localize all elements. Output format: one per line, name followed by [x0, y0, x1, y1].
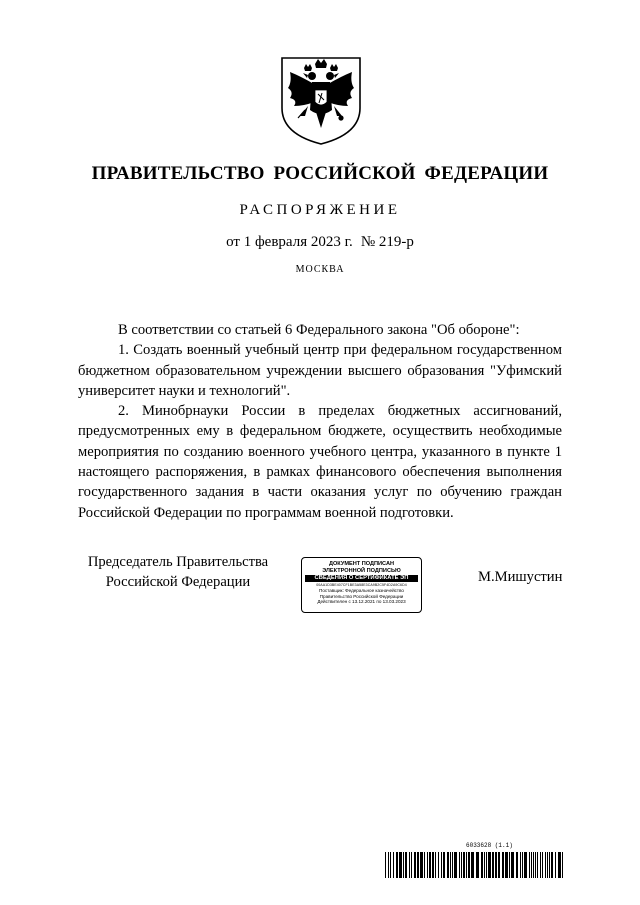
electronic-signature-stamp — [301, 557, 422, 613]
barcode-bar — [417, 852, 419, 878]
coat-of-arms-icon — [278, 54, 364, 146]
barcode-bar — [403, 852, 404, 878]
barcode-bar — [498, 852, 500, 878]
item-paragraph-1: 1. Создать военный учебный центр при федеральном государственном бюджетном образовательном учреждении высшего образования "Уфимский университет науки и технологий". — [78, 342, 562, 399]
barcode-bar — [385, 852, 386, 878]
barcode-bar — [535, 852, 536, 878]
barcode-bar — [461, 852, 462, 878]
date-number-line — [0, 234, 640, 251]
barcode-bar — [522, 852, 523, 878]
barcode-bar — [429, 852, 431, 878]
stamp-serial: 00AA1D3BE407CF1BE3A58E3CA9B2C5F4D2A9C6D4 — [316, 583, 407, 588]
stamp-validity: Действителен с 13.12.2021 по 13.03.2023 — [317, 599, 406, 604]
stamp-band: СВЕДЕНИЯ О СЕРТИФИКАТЕ ЭП — [305, 575, 418, 582]
stamp-line-2: ЭЛЕКТРОННОЙ ПОДПИСЬЮ — [322, 567, 401, 574]
barcode-bar — [447, 852, 449, 878]
barcode-bar — [516, 852, 518, 878]
barcode-bar — [452, 852, 453, 878]
barcode-bar — [420, 852, 423, 878]
barcode-bar — [481, 852, 483, 878]
barcode-bar — [545, 852, 546, 878]
barcode-bar — [443, 852, 445, 878]
barcode-bar — [502, 852, 504, 878]
barcode-bar — [409, 852, 410, 878]
barcode-bar — [488, 852, 491, 878]
barcode-bar — [454, 852, 457, 878]
barcode-bar — [562, 852, 563, 878]
barcode-bar — [505, 852, 508, 878]
page-title: ПРАВИТЕЛЬСТВО РОССИЙСКОЙ ФЕДЕРАЦИИ — [91, 163, 549, 184]
barcode-bar — [495, 852, 497, 878]
barcode-bar — [509, 852, 510, 878]
barcode-bar — [424, 852, 425, 878]
barcode-bar — [405, 852, 407, 878]
barcode-bar — [492, 852, 494, 878]
document-number: № 219-р — [360, 234, 414, 250]
barcode-bar — [476, 852, 479, 878]
barcode-bar — [435, 852, 436, 878]
barcode-bar — [529, 852, 530, 878]
barcode-bar — [468, 852, 470, 878]
city: МОСКВА — [295, 264, 345, 275]
barcode-bar — [533, 852, 534, 878]
barcode-bar — [551, 852, 553, 878]
item-paragraph-2: 2. Минобрнауки России в пределах бюджетных ассигнований, предусмотренных ему в федеральном бюджете, осуществить необходимые мероприятия по созданию военного учебного центра, указанного в пункте 1 настоящего распоряжения, в рамках финансового обеспечения выполнения государственного задания в части оказания услуг по обучению граждан Российской Федерации по программам военной подготовки. — [78, 403, 562, 521]
barcode-bar — [396, 852, 398, 878]
barcode-bar — [558, 852, 561, 878]
intro-paragraph: В соответствии со статьей 6 Федерального закона "Об обороне": — [118, 322, 520, 338]
barcode-bar — [463, 852, 465, 878]
barcode-bar — [549, 852, 550, 878]
document-type: РАСПОРЯЖЕНИЕ — [239, 202, 401, 218]
position-line-2: Российской Федерации — [105, 574, 251, 590]
barcode-bar — [471, 852, 474, 878]
barcode-bar — [450, 852, 451, 878]
barcode-bar — [555, 852, 556, 878]
barcode-bar — [390, 852, 391, 878]
barcode-bar — [393, 852, 394, 878]
barcode-bar — [459, 852, 460, 878]
barcode-icon — [385, 852, 565, 878]
stamp-line-1: ДОКУМЕНТ ПОДПИСАН — [328, 561, 395, 567]
barcode-bar — [537, 852, 538, 878]
barcode-bar — [511, 852, 514, 878]
barcode-bar — [520, 852, 521, 878]
barcode-bar — [399, 852, 402, 878]
barcode-bar — [484, 852, 485, 878]
barcode-bar — [432, 852, 434, 878]
position-line-1: Председатель Правительства — [87, 554, 269, 570]
barcode-bar — [542, 852, 543, 878]
signatory-position — [78, 552, 278, 592]
signatory-name: М.Мишустин — [478, 569, 563, 585]
barcode-bar — [414, 852, 416, 878]
barcode-bar — [427, 852, 428, 878]
barcode-id: 6033628 (1.1) — [466, 842, 513, 849]
stamp-owner: Правительство Российской Федерации — [319, 593, 404, 599]
barcode-bar — [466, 852, 467, 878]
barcode-bar — [438, 852, 439, 878]
document-body — [78, 320, 562, 523]
barcode-bar — [388, 852, 389, 878]
barcode-bar — [524, 852, 527, 878]
barcode-bar — [441, 852, 442, 878]
barcode-bar — [486, 852, 487, 878]
barcode-bar — [411, 852, 412, 878]
document-date: от 1 февраля 2023 г. — [226, 234, 353, 250]
barcode-bar — [547, 852, 548, 878]
barcode-bar — [540, 852, 541, 878]
stamp-provider: Поставщик: Федеральное казначейство — [319, 588, 404, 594]
barcode-bar — [531, 852, 532, 878]
